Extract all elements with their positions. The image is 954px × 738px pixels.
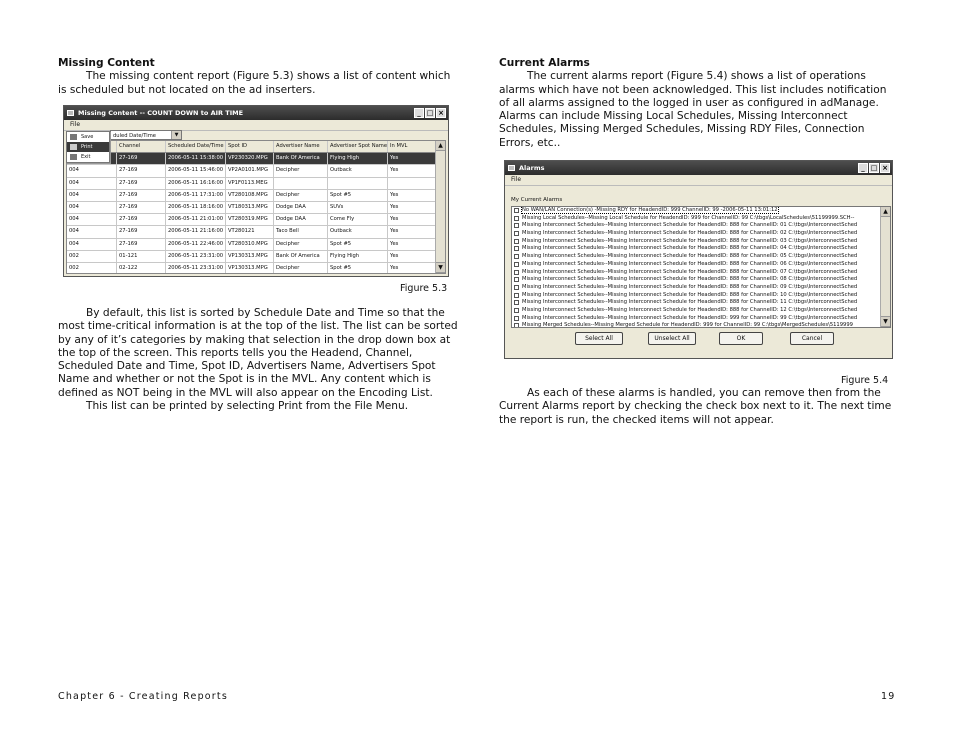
table-cell: Yes [388, 214, 438, 225]
table-cell: 004 [67, 214, 117, 225]
table-cell: 004 [67, 178, 117, 189]
table-cell: VT280108.MPG [226, 190, 274, 201]
table-cell: 27-169 [117, 202, 166, 213]
table-cell: 004 [67, 226, 117, 237]
list-item[interactable] [512, 245, 890, 253]
figure-5-3-caption: Figure 5.3 [400, 283, 448, 294]
close-icon[interactable]: × [880, 163, 890, 173]
table-cell [388, 178, 438, 189]
alarms-checklist [511, 206, 891, 328]
table-cell: Decipher [274, 190, 328, 201]
cancel-button[interactable]: Cancel [790, 332, 834, 345]
alarm-text: Missing Interconnect Schedules--Missing Interconnect Schedule for HeadendID: 888 for ChannelID: 07 C:\tbgs\InterconnectSched [522, 268, 858, 275]
table-cell: 2006-05-11 23:31:00 [166, 251, 226, 262]
table-cell: VT180313.MPG [226, 202, 274, 213]
column-header[interactable]: Spot ID [226, 141, 274, 152]
missing-content-intro: The missing content report (Figure 5.3) shows a list of content which is scheduled but not located on the ad inserters. [58, 70, 451, 96]
table-cell: Spot #5 [328, 239, 388, 250]
table-cell: VT280121 [226, 226, 274, 237]
table-cell: 02-122 [117, 263, 166, 274]
alarm-checkbox[interactable] [514, 300, 519, 305]
app-icon [67, 110, 74, 116]
list-item[interactable] [512, 307, 890, 315]
right-column-body [499, 387, 899, 427]
table-cell: 2006-05-11 15:46:00 [166, 165, 226, 176]
sort-by-value: duled Date/Time [113, 133, 156, 139]
scroll-down-icon[interactable]: ▼ [881, 316, 890, 327]
column-header[interactable]: Advertiser Name [274, 141, 328, 152]
alarm-checkbox[interactable] [514, 239, 519, 244]
file-menu-dropdown [66, 131, 110, 163]
table-row[interactable] [67, 226, 445, 238]
menu-item-save[interactable]: Save [67, 132, 109, 142]
table-cell: 004 [67, 165, 117, 176]
section-heading-current-alarms: Current Alarms [499, 57, 590, 69]
sort-by-dropdown[interactable] [110, 130, 182, 140]
missing-content-grid [66, 140, 446, 274]
list-item[interactable] [512, 284, 890, 292]
alarms-group-label: My Current Alarms [511, 197, 563, 203]
table-row[interactable] [67, 190, 445, 202]
list-item[interactable] [512, 215, 890, 223]
alarm-checkbox[interactable] [514, 323, 519, 328]
table-cell: VP130313.MPG [226, 251, 274, 262]
alarm-checkbox[interactable] [514, 208, 519, 213]
table-cell [274, 178, 328, 189]
grid-header-row [67, 141, 445, 153]
list-item[interactable] [512, 207, 890, 215]
list-item[interactable] [512, 276, 890, 284]
table-cell: Taco Bell [274, 226, 328, 237]
alarm-text: Missing Interconnect Schedules--Missing Interconnect Schedule for HeadendID: 888 for ChannelID: 02 C:\tbgs\InterconnectSched [522, 230, 858, 237]
table-cell: Yes [388, 226, 438, 237]
footer-chapter: Chapter 6 - Creating Reports [58, 691, 228, 702]
left-column-body [58, 307, 460, 413]
alarm-text: Missing Interconnect Schedules--Missing Interconnect Schedule for HeadendID: 888 for ChannelID: 12 C:\tbgs\InterconnectSched [522, 306, 858, 313]
table-cell: 27-169 [117, 239, 166, 250]
sorting-explanation: By default, this list is sorted by Schedule Date and Time so that the most time-critical information is at the top of the list. The list can be sorted by any of it’s categories by making that selection in the drop down box at the top of the screen. This reports tells you the Headend, Channel, Scheduled Date and Time, Spot ID, Advertisers Name, Advertisers Spot Name and whether or not the Spot is in the MVL. Any content which is defined as NOT being in the MVL will also appear on the Encoding List. [58, 307, 458, 399]
select-all-button[interactable]: Select All [575, 332, 623, 345]
alarm-checkbox[interactable] [514, 254, 519, 259]
alarm-handling-explanation: As each of these alarms is handled, you can remove then from the Current Alarms report by checking the check box next to it. The next time the report is run, the checked items will not appear. [499, 387, 892, 426]
column-header[interactable]: Advertiser Spot Name [328, 141, 388, 152]
table-cell: 2006-05-11 21:16:00 [166, 226, 226, 237]
maximize-icon[interactable]: □ [870, 164, 878, 172]
alarm-checkbox[interactable] [514, 216, 519, 221]
table-cell: 27-169 [117, 214, 166, 225]
vertical-scrollbar[interactable] [880, 207, 890, 327]
table-cell: Outback [328, 165, 388, 176]
table-cell: 27-169 [117, 153, 166, 164]
table-cell [328, 178, 388, 189]
alarm-text: Missing Interconnect Schedules--Missing Interconnect Schedule for HeadendID: 999 for ChannelID: 99 C:\tbgs\InterconnectSched [522, 314, 858, 321]
table-cell: Dodge DAA [274, 214, 328, 225]
table-cell: Yes [388, 165, 438, 176]
alarm-text: Missing Local Schedules--Missing Local Schedule for HeadendID: 999 for ChannelID: 99 C:\tbgs\LocalSchedules\51199999.SCH-- [522, 214, 855, 221]
table-cell: Flying High [328, 153, 388, 164]
alarm-checkbox[interactable] [514, 308, 519, 313]
menu-file[interactable]: File [511, 176, 522, 183]
list-item[interactable] [512, 238, 890, 246]
table-cell: Bank Of America [274, 251, 328, 262]
right-column [499, 57, 899, 150]
column-header[interactable]: Channel [117, 141, 166, 152]
table-cell: Yes [388, 202, 438, 213]
table-cell: 2006-05-11 17:31:00 [166, 190, 226, 201]
list-item[interactable] [512, 322, 890, 328]
table-cell: Bank Of America [274, 153, 328, 164]
table-row[interactable] [67, 165, 445, 177]
unselect-all-button[interactable]: Unselect All [648, 332, 696, 345]
table-cell: 004 [67, 202, 117, 213]
menu-item-print[interactable]: Print [67, 142, 109, 152]
column-header[interactable]: Scheduled Date/Time [166, 141, 226, 152]
alarm-text: Missing Interconnect Schedules--Missing Interconnect Schedule for HeadendID: 888 for ChannelID: 05 C:\tbgs\InterconnectSched [522, 253, 858, 260]
alarm-text: Missing Interconnect Schedules--Missing Interconnect Schedule for HeadendID: 888 for ChannelID: 11 C:\tbgs\InterconnectSched [522, 299, 858, 306]
table-cell: 2006-05-11 23:31:00 [166, 263, 226, 274]
table-cell: 004 [67, 190, 117, 201]
alarm-text: Missing Interconnect Schedules--Missing Interconnect Schedule for HeadendID: 888 for ChannelID: 06 C:\tbgs\InterconnectSched [522, 260, 858, 267]
table-cell: Decipher [274, 239, 328, 250]
table-row[interactable] [67, 214, 445, 226]
current-alarms-intro: The current alarms report (Figure 5.4) shows a list of operations alarms which have not been acknowledged. This list includes notification of all alarms assigned to the logged in user as configured in adManage. Alarms can include Missing Local Schedules, Missing Interconnect Schedules, Missing Merged Schedules, Missing RDY Files, Connection Errors, etc.. [499, 70, 887, 149]
list-item[interactable] [512, 292, 890, 300]
table-cell: VT280319.MPG [226, 214, 274, 225]
missing-content-window [63, 105, 449, 277]
alarm-checkbox[interactable] [514, 223, 519, 228]
table-cell: Yes [388, 153, 438, 164]
column-header[interactable]: In MVL [388, 141, 438, 152]
table-cell: Spot #5 [328, 190, 388, 201]
list-item[interactable] [512, 299, 890, 307]
table-cell: VT280310.MPG [226, 239, 274, 250]
table-cell: 27-169 [117, 178, 166, 189]
table-cell: VP2A0101.MPG [226, 165, 274, 176]
table-cell: 2006-05-11 15:38:00 [166, 153, 226, 164]
alarm-text: Missing Interconnect Schedules--Missing Interconnect Schedule for HeadendID: 888 for ChannelID: 01 C:\tbgs\InterconnectSched [522, 222, 858, 229]
alarm-text: Missing Interconnect Schedules--Missing Interconnect Schedule for HeadendID: 888 for ChannelID: 08 C:\tbgs\InterconnectSched [522, 276, 858, 283]
alarm-text: Missing Interconnect Schedules--Missing Interconnect Schedule for HeadendID: 888 for ChannelID: 09 C:\tbgs\InterconnectSched [522, 283, 858, 290]
table-cell: 27-169 [117, 226, 166, 237]
table-cell: Come Fly [328, 214, 388, 225]
table-row[interactable] [67, 153, 445, 165]
list-item[interactable] [512, 269, 890, 277]
alarm-checkbox[interactable] [514, 316, 519, 321]
exit-icon [70, 154, 77, 160]
table-cell: Dodge DAA [274, 202, 328, 213]
menu-file[interactable]: File [70, 121, 81, 128]
figure-5-4-caption: Figure 5.4 [841, 375, 889, 386]
table-cell: Flying High [328, 251, 388, 262]
table-row[interactable] [67, 263, 445, 274]
alarms-window [504, 160, 893, 359]
table-cell: 2006-05-11 18:16:00 [166, 202, 226, 213]
menubar [505, 175, 892, 186]
print-instruction: This list can be printed by selecting Print from the File Menu. [86, 400, 409, 413]
list-item[interactable] [512, 253, 890, 261]
menu-item-exit[interactable]: Exit [67, 152, 109, 162]
list-item[interactable] [512, 315, 890, 323]
list-item[interactable] [512, 230, 890, 238]
alarm-checkbox[interactable] [514, 277, 519, 282]
section-heading-missing-content: Missing Content [58, 57, 155, 69]
table-row[interactable] [67, 251, 445, 263]
alarm-text: No WAN/LAN Connection(s) -Missing RDY for HeadendID: 999 ChannelID: 99 -2006-05-11 13:01:12 [522, 207, 778, 213]
table-cell: VP1F0113.MEG [226, 178, 274, 189]
table-cell: 27-169 [117, 165, 166, 176]
table-cell: 004 [67, 239, 117, 250]
alarm-text: Missing Interconnect Schedules--Missing Interconnect Schedule for HeadendID: 888 for ChannelID: 03 C:\tbgs\InterconnectSched [522, 237, 858, 244]
table-cell: Spot #5 [328, 263, 388, 274]
list-item[interactable] [512, 261, 890, 269]
table-cell: 002 [67, 251, 117, 262]
window-titlebar [505, 161, 892, 175]
minimize-icon[interactable]: _ [858, 163, 868, 173]
scroll-up-icon[interactable]: ▲ [436, 141, 445, 151]
print-icon [70, 144, 77, 150]
table-row[interactable] [67, 202, 445, 214]
table-cell: Decipher [274, 165, 328, 176]
table-cell: Decipher [274, 263, 328, 274]
table-cell: 002 [67, 263, 117, 274]
alarm-text: Missing Interconnect Schedules--Missing Interconnect Schedule for HeadendID: 888 for ChannelID: 10 C:\tbgs\InterconnectSched [522, 291, 858, 298]
scroll-down-icon[interactable]: ▼ [436, 262, 445, 273]
alarm-text: Missing Interconnect Schedules--Missing Interconnect Schedule for HeadendID: 888 for ChannelID: 04 C:\tbgs\InterconnectSched [522, 245, 858, 252]
save-icon [70, 134, 77, 140]
list-item[interactable] [512, 222, 890, 230]
table-cell: 2006-05-11 21:01:00 [166, 214, 226, 225]
chevron-down-icon[interactable]: ▼ [171, 131, 181, 139]
table-row[interactable] [67, 178, 445, 190]
page-number: 19 [881, 691, 896, 702]
table-cell: 01-121 [117, 251, 166, 262]
vertical-scrollbar[interactable] [435, 141, 445, 273]
window-title: Missing Content -- COUNT DOWN to AIR TIME [78, 109, 244, 117]
alarm-checkbox[interactable] [514, 285, 519, 290]
ok-button[interactable]: OK [719, 332, 763, 345]
alarm-checkbox[interactable] [514, 246, 519, 251]
minimize-icon[interactable]: _ [414, 108, 424, 118]
table-cell: Outback [328, 226, 388, 237]
table-cell: VP230320.MPG [226, 153, 274, 164]
alarm-checkbox[interactable] [514, 270, 519, 275]
table-cell: Yes [388, 190, 438, 201]
alarm-checkbox[interactable] [514, 231, 519, 236]
window-titlebar [64, 106, 448, 120]
maximize-icon[interactable]: □ [426, 109, 434, 117]
table-cell: 27-169 [117, 190, 166, 201]
left-column [58, 57, 460, 97]
table-cell: Yes [388, 251, 438, 262]
scroll-up-icon[interactable]: ▲ [881, 207, 890, 217]
close-icon[interactable]: × [436, 108, 446, 118]
window-title: Alarms [519, 164, 545, 172]
table-cell: Yes [388, 263, 438, 274]
table-cell: 2006-05-11 16:16:00 [166, 178, 226, 189]
table-row[interactable] [67, 239, 445, 251]
table-cell: SUVs [328, 202, 388, 213]
alarm-text: Missing Merged Schedules--Missing Merged Schedule for HeadendID: 999 for ChannelID: 99 C:\tbgs\MergedSchedules\5119999 [522, 322, 853, 328]
alarm-checkbox[interactable] [514, 293, 519, 298]
table-cell: Yes [388, 239, 438, 250]
table-cell: 2006-05-11 22:46:00 [166, 239, 226, 250]
alarm-checkbox[interactable] [514, 262, 519, 267]
table-cell: VP130313.MPG [226, 263, 274, 274]
app-icon [508, 165, 515, 171]
